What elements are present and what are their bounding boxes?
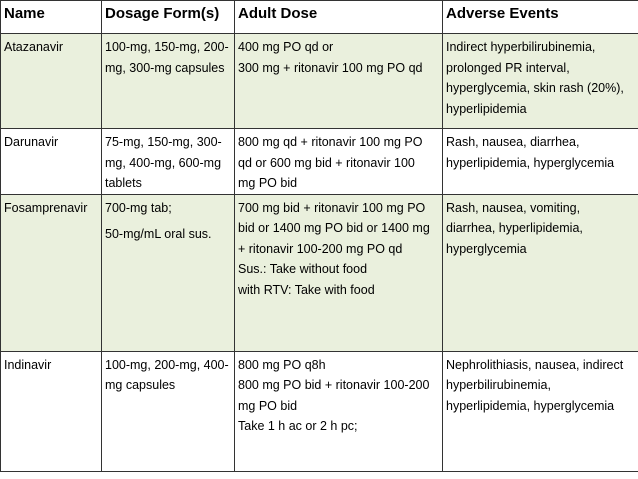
adult-dose-cell [235,194,443,351]
adult-dose-cell [235,34,443,129]
dosage-line: mg, 400-mg, 600-mg [105,155,222,170]
dosage-form-cell [102,194,235,351]
adverse-line: Nephrolithiasis, nausea, indirect [446,357,624,372]
adverse-line: prolonged PR interval, [446,60,570,75]
adverse-line: hyperlipidemia, hyperglycemia [446,155,615,170]
dosage-line: 700-mg tab; [105,200,172,215]
dosage-line: tablets [105,176,142,190]
drug-name: Indinavir [4,357,52,372]
header-adult-dose: Adult Dose [235,1,443,34]
dosage-line: mg capsules [105,378,176,392]
adverse-line: Indirect hyperbilirubinemia, [446,40,596,54]
dose-line: mg PO bid [238,398,298,413]
drug-name-cell [1,34,102,129]
header-name: Name [1,1,102,34]
table-row [1,129,638,195]
adverse-line: hyperglycemia [446,241,527,256]
dose-line: qd or 600 mg bid + ritonavir 100 [238,155,415,170]
dose-line: bid or 1400 mg PO bid or 1400 mg [238,221,430,235]
dose-line: 800 mg PO bid + ritonavir 100-200 [238,378,430,392]
adult-dose-cell [235,351,443,471]
adult-dose-cell [235,129,443,195]
dosage-form-cell [102,351,235,471]
header-dosage-forms: Dosage Form(s) [102,1,235,34]
table-row [1,34,638,129]
adverse-events-cell [443,34,638,129]
table-row [1,194,638,351]
adverse-line: diarrhea, hyperlipidemia, [446,221,583,235]
adverse-line: Rash, nausea, diarrhea, [446,135,580,149]
drug-name: Fosamprenavir [4,200,88,215]
dose-line: 800 mg PO q8h [238,357,326,372]
adverse-events-cell [443,194,638,351]
dose-line: mg PO bid [238,176,298,190]
table-row [1,351,638,471]
adverse-line: hyperbilirubinemia, [446,378,551,392]
dose-line: 800 mg qd + ritonavir 100 mg PO [238,135,423,149]
table-header [1,1,638,34]
dosage-line: 100-mg, 150-mg, 200- [105,40,229,54]
adverse-line: hyperglycemia, skin rash (20%), [446,81,624,95]
header-row [1,1,638,34]
drug-name: Atazanavir [4,40,64,54]
dosage-line: 100-mg, 200-mg, 400- [105,357,229,372]
drug-name-cell [1,129,102,195]
dose-line: 700 mg bid + ritonavir 100 mg PO [238,200,426,215]
dosage-line: 50-mg/mL oral sus. [105,227,212,241]
dose-line: + ritonavir 100-200 mg PO qd [238,241,403,256]
dose-line: Take 1 h ac or 2 h pc; [238,419,358,433]
adverse-line: Rash, nausea, vomiting, [446,200,581,215]
dosage-form-cell [102,129,235,195]
dose-line: 300 mg + ritonavir 100 mg PO qd [238,60,423,75]
dose-line: with RTV: Take with food [238,282,375,297]
dose-line: Sus.: Take without food [238,262,368,276]
dose-line: 400 mg PO qd or [238,40,334,54]
dosage-line: mg, 300-mg capsules [105,60,225,75]
drug-name-cell [1,351,102,471]
adverse-events-cell [443,129,638,195]
drug-name-cell [1,194,102,351]
drug-name: Darunavir [4,135,59,149]
dosage-line: 75-mg, 150-mg, 300- [105,135,222,149]
header-adverse-events: Adverse Events [443,1,638,34]
adverse-events-cell [443,351,638,471]
dosage-form-cell [102,34,235,129]
adverse-line: hyperlipidemia [446,101,527,116]
table-body [1,34,638,472]
adverse-line: hyperlipidemia, hyperglycemia [446,398,615,413]
